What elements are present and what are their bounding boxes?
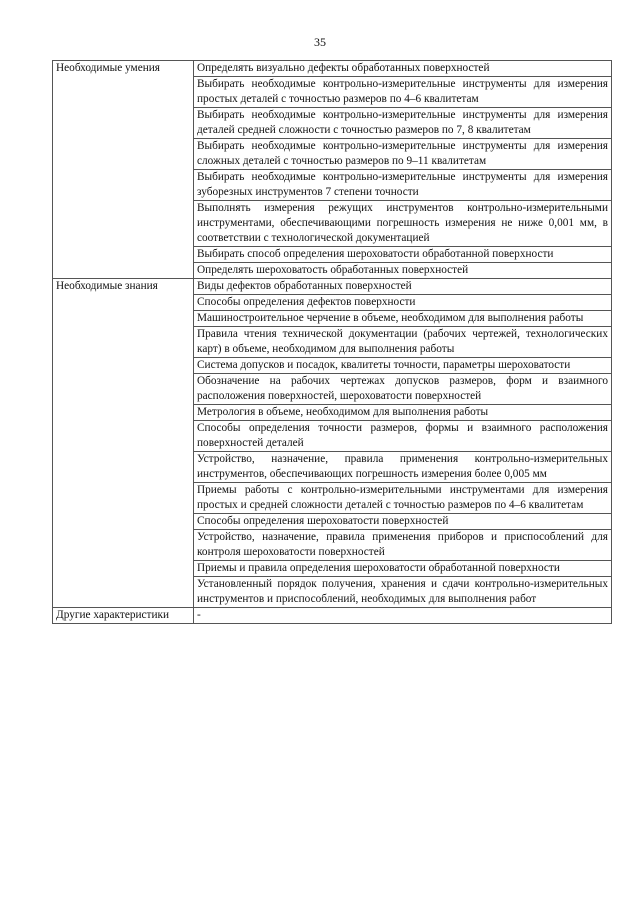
table-row — [53, 279, 612, 295]
list-item: Выполнять измерения режущих инструментов контрольно-измерительными инструментами, обеспечивающими погрешность измерения не ниже 0,001 мм, в соответствии с технологической документацией — [194, 201, 612, 247]
list-item: Выбирать необходимые контрольно-измерительные инструменты для измерения сложных деталей с точностью размеров по 9–11 квалитетам — [194, 139, 612, 170]
list-item: Выбирать необходимые контрольно-измерительные инструменты для измерения деталей средней сложности с точностью размеров по 7, 8 квалитетам — [194, 108, 612, 139]
list-item: Способы определения дефектов поверхности — [194, 295, 612, 311]
table-row — [53, 61, 612, 77]
list-item: Выбирать способ определения шероховатости обработанной поверхности — [194, 247, 612, 263]
list-item: Способы определения шероховатости поверхностей — [194, 514, 612, 530]
section-label-knowledge: Необходимые знания — [53, 279, 194, 608]
list-item: Приемы работы с контрольно-измерительными инструментами для измерения простых и средней сложности деталей с точностью размеров по 4–6 квалитетам — [194, 483, 612, 514]
list-item: Виды дефектов обработанных поверхностей — [194, 279, 612, 295]
table-row — [53, 608, 612, 624]
list-item: Определять шероховатость обработанных поверхностей — [194, 263, 612, 279]
list-item: Правила чтения технической документации (рабочих чертежей, технологических карт) в объеме, необходимом для выполнения работы — [194, 327, 612, 358]
list-item: Определять визуально дефекты обработанных поверхностей — [194, 61, 612, 77]
list-item: - — [194, 608, 612, 624]
list-item: Метрология в объеме, необходимом для выполнения работы — [194, 405, 612, 421]
list-item: Выбирать необходимые контрольно-измерительные инструменты для измерения зуборезных инструментов 7 степени точности — [194, 170, 612, 201]
list-item: Приемы и правила определения шероховатости обработанной поверхности — [194, 561, 612, 577]
list-item: Способы определения точности размеров, формы и взаимного расположения поверхностей деталей — [194, 421, 612, 452]
list-item: Устройство, назначение, правила применения контрольно-измерительных инструментов, обеспечивающих погрешность измерения более 0,005 мм — [194, 452, 612, 483]
section-label-other: Другие характеристики — [53, 608, 194, 624]
list-item: Установленный порядок получения, хранения и сдачи контрольно-измерительных инструментов и приспособлений, необходимых для выполнения работ — [194, 577, 612, 608]
list-item: Обозначение на рабочих чертежах допусков размеров, форм и взаимного расположения поверхностей, шероховатости поверхностей — [194, 374, 612, 405]
list-item: Машиностроительное черчение в объеме, необходимом для выполнения работы — [194, 311, 612, 327]
list-item: Устройство, назначение, правила применения приборов и приспособлений для контроля шероховатости поверхностей — [194, 530, 612, 561]
page-number: 35 — [314, 35, 326, 49]
section-label-skills: Необходимые умения — [53, 61, 194, 279]
requirements-table — [52, 60, 612, 624]
list-item: Система допусков и посадок, квалитеты точности, параметры шероховатости — [194, 358, 612, 374]
list-item: Выбирать необходимые контрольно-измерительные инструменты для измерения простых деталей с точностью размеров по 4–6 квалитетам — [194, 77, 612, 108]
